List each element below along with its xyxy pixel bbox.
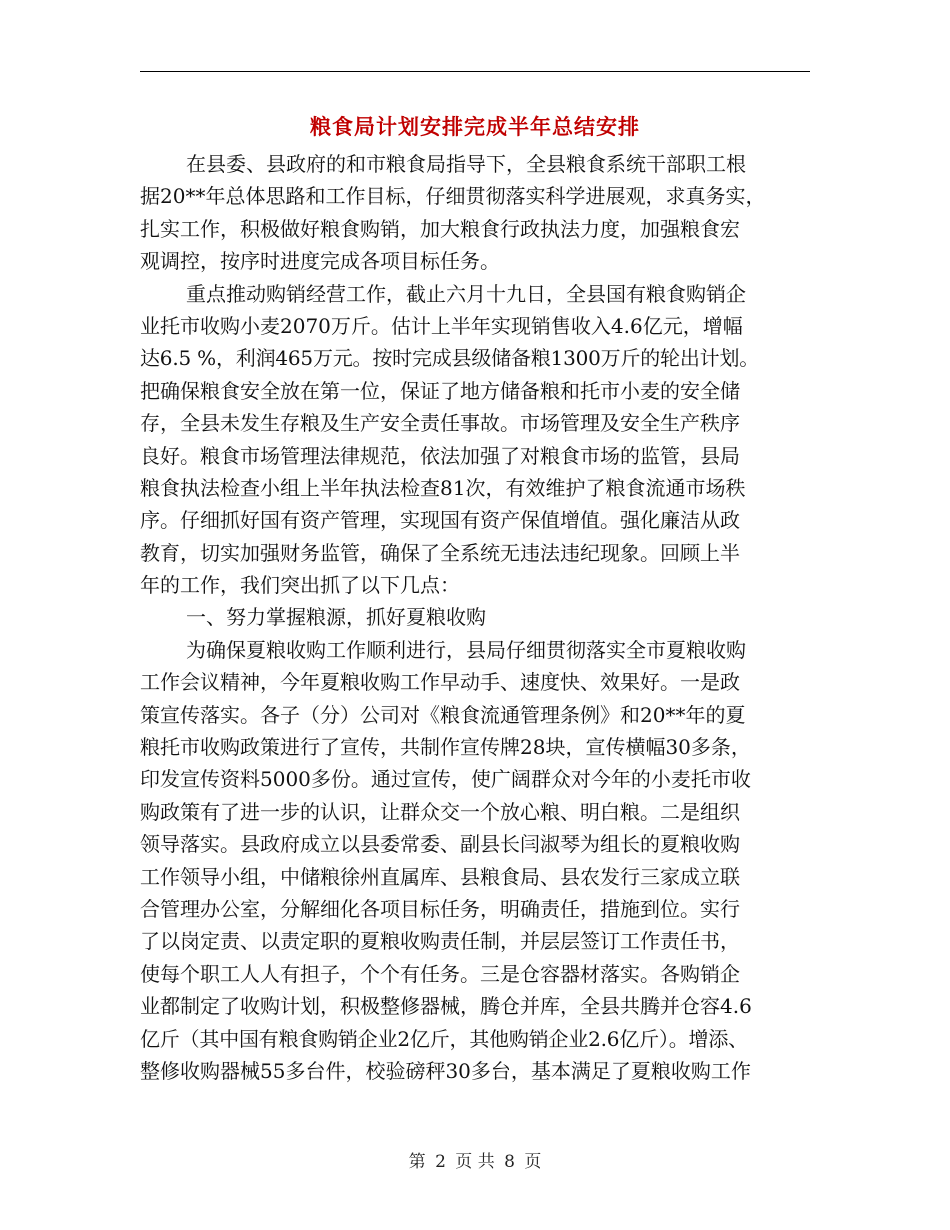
body-line: 观调控，按序时进度完成各项目标任务。 (140, 249, 500, 274)
body-line: 印发宣传资料5000多份。通过宣传，使广阔群众对今年的小麦托市收 (140, 767, 751, 792)
body-line: 教育，切实加强财务监管，确保了全系统无违法违纪现象。回顾上半 (140, 540, 740, 565)
document-title: 粮食局计划安排完成半年总结安排 (310, 114, 640, 139)
body-line: 据20**年总体思路和工作目标，仔细贯彻落实科学进展观，求真务实， (140, 184, 766, 209)
body-line: 领导落实。县政府成立以县委常委、副县长闫淑琴为组长的夏粮收购 (140, 832, 740, 857)
body-line: 整修收购器械55多台件，校验磅秤30多台，基本满足了夏粮收购工作 (140, 1058, 751, 1083)
body-line: 良好。粮食市场管理法律规范，依法加强了对粮食市场的监管，县局 (140, 443, 740, 468)
page-label-mid: 页 共 (455, 1152, 495, 1172)
total-pages-number: 8 (504, 1152, 515, 1172)
body-line: 合管理办公室，分解细化各项目标任务，明确责任，措施到位。实行 (140, 896, 740, 921)
body-line: 工作领导小组，中储粮徐州直属库、县粮食局、县农发行三家成立联 (140, 864, 740, 889)
page-label-prefix: 第 (408, 1152, 426, 1172)
body-line: 购政策有了进一步的认识，让群众交一个放心粮、明白粮。二是组织 (140, 799, 740, 824)
page-label-suffix: 页 (524, 1152, 542, 1172)
body-line: 重点推动购销经营工作，截止六月十九日，全县国有粮食购销企 (186, 281, 746, 306)
body-line: 粮托市收购政策进行了宣传，共制作宣传牌28块，宣传横幅30多条， (140, 735, 751, 760)
body-line: 策宣传落实。各子（分）公司对《粮食流通管理条例》和20**年的夏 (140, 702, 746, 727)
body-line: 业托市收购小麦2070万斤。估计上半年实现销售收入4.6亿元，增幅 (140, 313, 743, 338)
body-line: 为确保夏粮收购工作顺利进行，县局仔细贯彻落实全市夏粮收购 (186, 637, 746, 662)
body-line: 把确保粮食安全放在第一位，保证了地方储备粮和托市小麦的安全储 (140, 378, 740, 403)
section-heading: 一、努力掌握粮源，抓好夏粮收购 (186, 605, 486, 630)
body-line: 扎实工作，积极做好粮食购销，加大粮食行政执法力度，加强粮食宏 (140, 216, 740, 241)
body-line: 序。仔细抓好国有资产管理，实现国有资产保值增值。强化廉洁从政 (140, 508, 740, 533)
body-line: 业都制定了收购计划，积极整修器械，腾仓并库，全县共腾并仓容4.6 (140, 994, 752, 1019)
document-body (140, 148, 820, 1087)
body-line: 存，全县未发生存粮及生产安全责任事故。市场管理及安全生产秩序 (140, 411, 740, 436)
body-line: 年的工作，我们突出抓了以下几点： (140, 573, 460, 598)
body-line: 工作会议精神，今年夏粮收购工作早动手、速度快、效果好。一是政 (140, 670, 740, 695)
current-page-number: 2 (435, 1152, 446, 1172)
page-footer (0, 1150, 950, 1174)
body-line: 粮食执法检查小组上半年执法检查81次，有效维护了粮食流通市场秩 (140, 475, 746, 500)
body-line: 亿斤（其中国有粮食购销企业2亿斤，其他购销企业2.6亿斤）。增添、 (140, 1026, 748, 1051)
header-rule (140, 71, 810, 72)
body-line: 了以岗定责、以责定职的夏粮收购责任制，并层层签订工作责任书， (140, 929, 740, 954)
body-line: 使每个职工人人有担子，个个有任务。三是仓容器材落实。各购销企 (140, 961, 740, 986)
body-line: 在县委、县政府的和市粮食局指导下，全县粮食系统干部职工根 (186, 152, 746, 176)
body-line: 达6.5 %，利润465万元。按时完成县级储备粮1300万斤的轮出计划。 (140, 346, 760, 371)
